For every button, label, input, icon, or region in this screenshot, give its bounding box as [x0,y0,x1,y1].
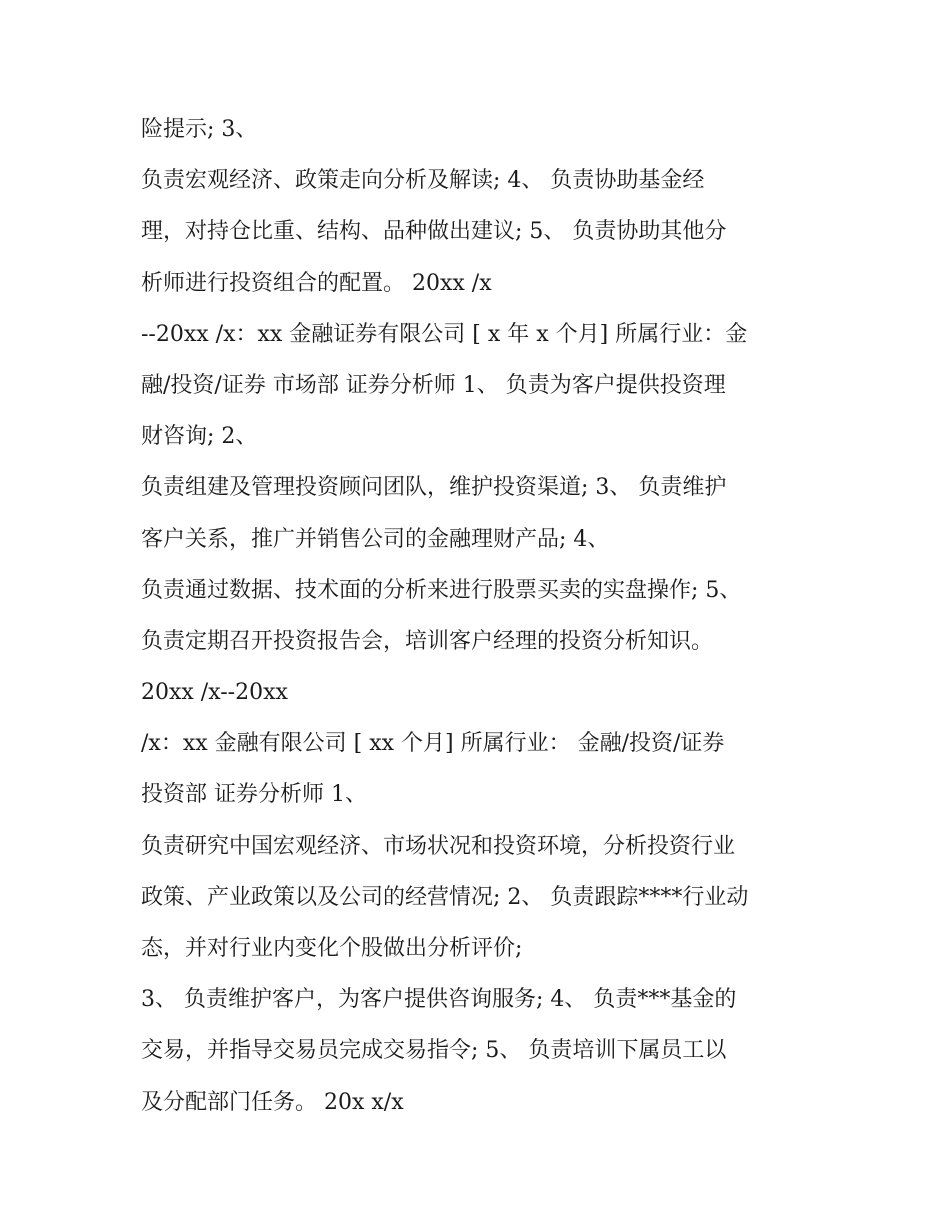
text-line: 政策、产业政策以及公司的经营情况; 2、 负责跟踪****行业动 [141,884,749,910]
text-line: 交易，并指导交易员完成交易指令; 5、 负责培训下属员工以 [141,1038,727,1064]
text-line: 融/投资/证券 市场部 证券分析师 1、 负责为客户提供投资理 [141,372,726,398]
text-line: 及分配部门任务。 20x x/x [141,1089,404,1115]
text-line: --20xx /x：xx 金融证券有限公司 [ x 年 x 个月] 所属行业：金 [141,321,748,347]
text-line: 20xx /x--20xx [141,680,288,706]
text-line: 态，并对行业内变化个股做出分析评价; [141,936,523,961]
text-line: 负责组建及管理投资顾问团队，维护投资渠道; 3、 负责维护 [141,475,727,501]
text-line: 3、 负责维护客户，为客户提供咨询服务; 4、 负责***基金的 [141,987,737,1013]
resume-text-block [141,108,841,1132]
text-line: 负责定期召开投资报告会，培训客户经理的投资分析知识。 [141,628,714,654]
text-line: 投资部 证券分析师 1、 [141,782,367,808]
text-line: 负责通过数据、技术面的分析来进行股票买卖的实盘操作; 5、 [141,577,742,603]
text-line: 财咨询; 2、 [141,424,258,450]
text-line: 理，对持仓比重、结构、品种做出建议; 5、 负责协助其他分 [141,219,727,245]
text-line: 负责研究中国宏观经济、市场状况和投资环境，分析投资行业 [141,833,736,859]
text-line: 客户关系，推广并销售公司的金融理财产品; 4、 [141,526,610,552]
text-line: 负责宏观经济、政策走向分析及解读; 4、 负责协助基金经 [141,168,705,194]
text-line: 析师进行投资组合的配置。 20xx /x [141,270,492,296]
text-line: /x：xx 金融有限公司 [ xx 个月] 所属行业： 金融/投资/证券 [141,731,725,757]
text-line: 险提示; 3、 [141,117,258,142]
